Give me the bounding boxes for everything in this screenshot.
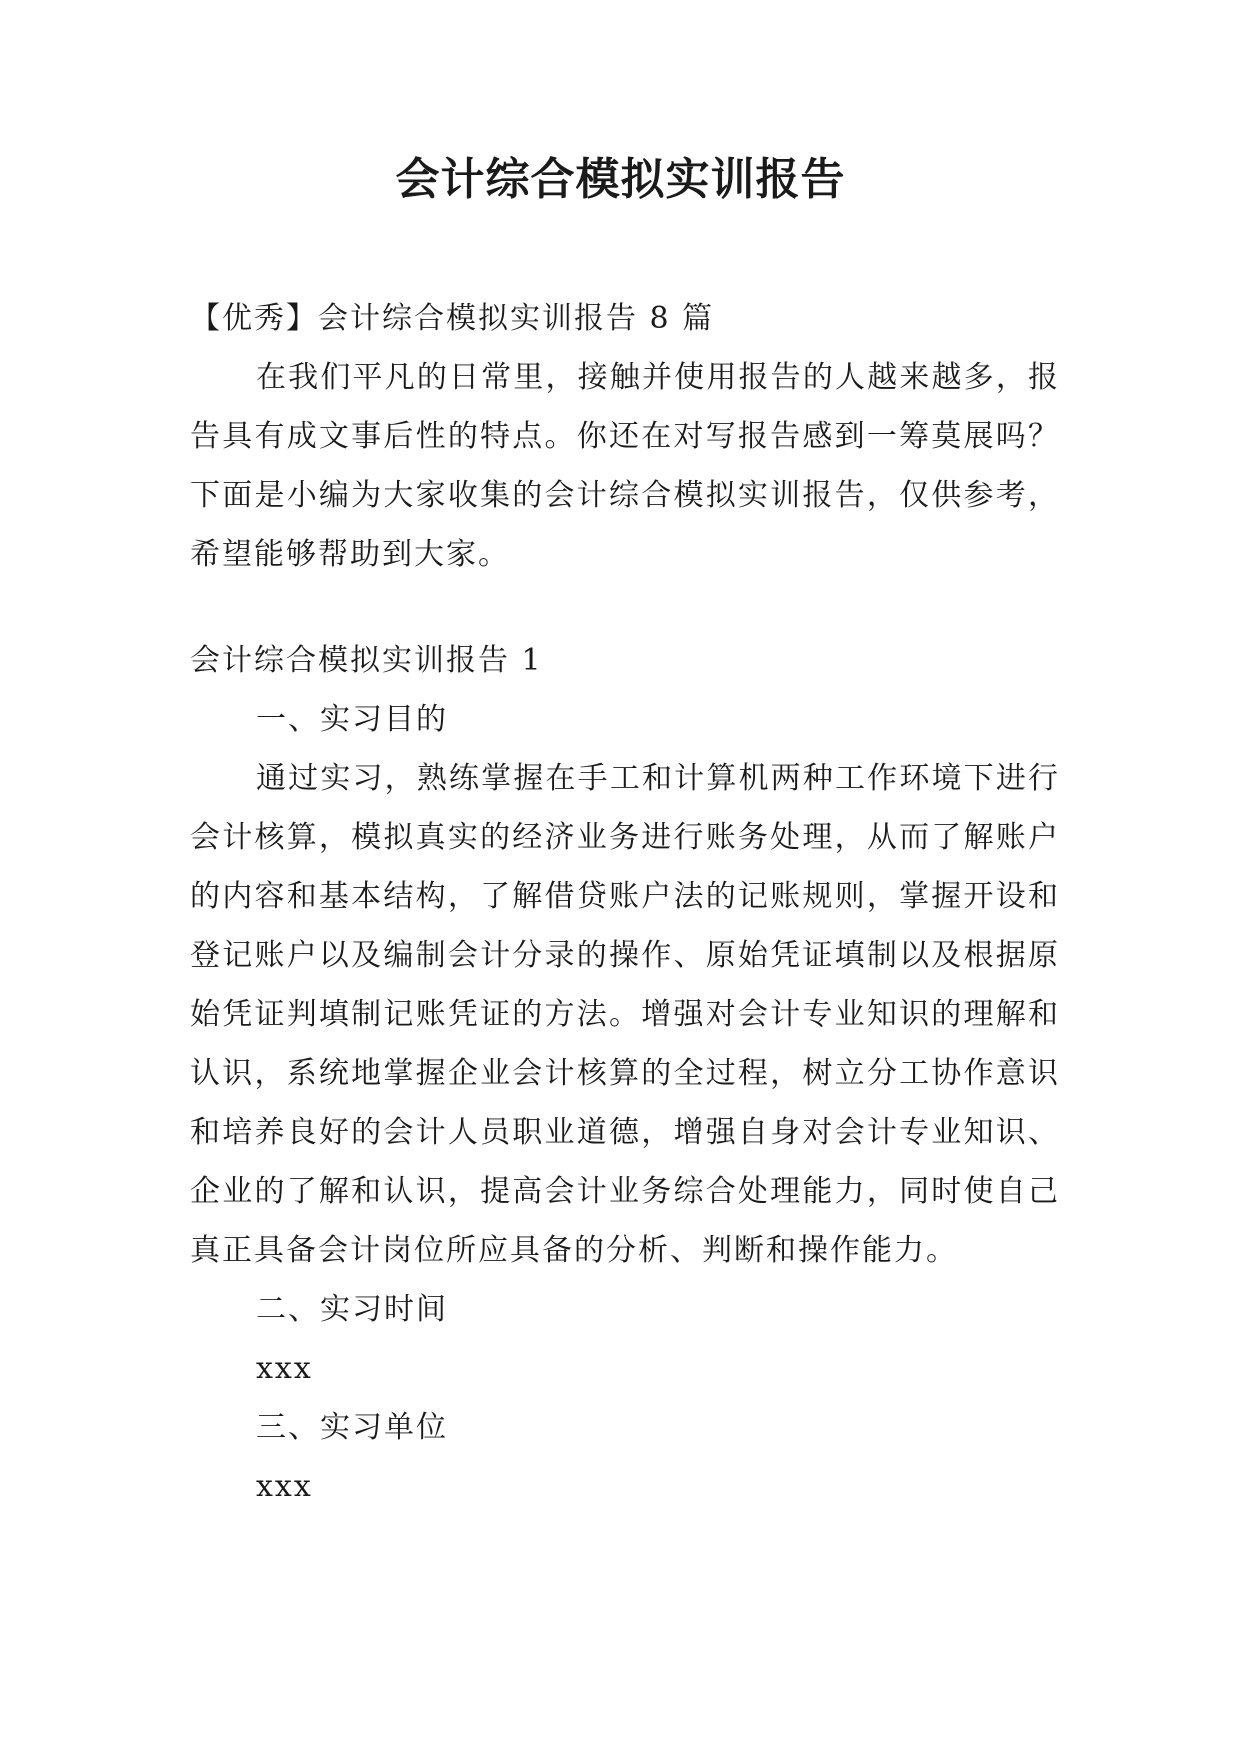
section-title-purpose: 一、实习目的: [256, 702, 448, 737]
intro-paragraph: 在我们平凡的日常里，接触并使用报告的人越来越多，报告具有成文事后性的特点。你还在对写报告感到一筹莫展吗？下面是小编为大家收集的会计综合模拟实训报告，仅供参考，希望能够帮助到大家。: [190, 360, 1060, 572]
section-body-purpose: 通过实习，熟练掌握在手工和计算机两种工作环境下进行会计核算，模拟真实的经济业务进行账务处理，从而了解账户的内容和基本结构，了解借贷账户法的记账规则，掌握开设和登记账户以及编制会计分录的操作、原始凭证填制以及根据原始凭证判填制记账凭证的方法。增强对会计专业知识的理解和认识，系统地掌握企业会计核算的全过程，树立分工协作意识和培养良好的会计人员职业道德，增强自身对会计专业知识、企业的了解和认识，提高会计业务综合处理能力，同时使自己真正具备会计岗位所应具备的分析、判断和操作能力。: [190, 761, 1060, 1268]
section-title-time: 二、实习时间: [256, 1292, 448, 1327]
report-heading: 会计综合模拟实训报告 1: [190, 643, 543, 678]
section-body-time: xxx: [256, 1351, 313, 1386]
section-body-unit: xxx: [256, 1469, 313, 1504]
document-title: 会计综合模拟实训报告: [395, 154, 846, 205]
document-subtitle: 【优秀】会计综合模拟实训报告 8 篇: [190, 301, 715, 336]
report-1: [190, 631, 1060, 1516]
section-title-unit: 三、实习单位: [256, 1410, 448, 1445]
